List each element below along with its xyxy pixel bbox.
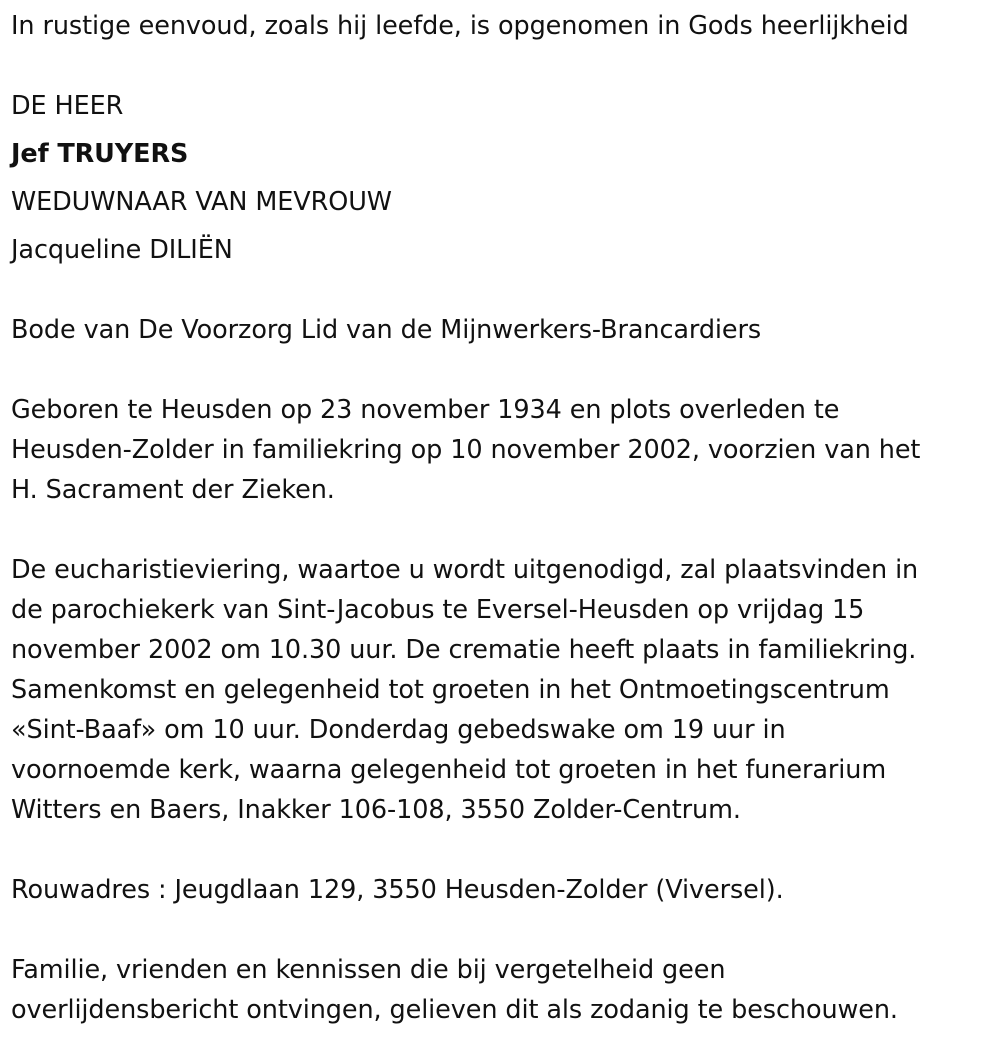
birth-death-line: H. Sacrament der Zieken. (11, 475, 335, 505)
deceased-name: Jef TRUYERS (11, 139, 189, 169)
role-text: Bode van De Voorzorg Lid van de Mijnwerkers-Brancardiers (11, 315, 762, 345)
ceremony-line: de parochiekerk van Sint-Jacobus te Eversel-Heusden op vrijdag 15 (11, 595, 865, 625)
mourning-address: Rouwadres : Jeugdlaan 129, 3550 Heusden-Zolder (Viversel). (11, 875, 784, 905)
notice-line: Familie, vrienden en kennissen die bij vergetelheid geen (11, 955, 726, 985)
intro-text: In rustige eenvoud, zoals hij leefde, is opgenomen in Gods heerlijkheid (11, 11, 909, 41)
birth-death-line: Heusden-Zolder in familiekring op 10 november 2002, voorzien van het (11, 435, 921, 465)
relation-label: WEDUWNAAR VAN MEVROUW (11, 187, 392, 217)
ceremony-line: voornoemde kerk, waarna gelegenheid tot groeten in het funerarium (11, 755, 887, 785)
spouse-name: Jacqueline DILIËN (11, 235, 233, 265)
notice-line: overlijdensbericht ontvingen, gelieven dit als zodanig te beschouwen. (11, 995, 898, 1025)
ceremony-line: november 2002 om 10.30 uur. De crematie heeft plaats in familiekring. (11, 635, 917, 665)
ceremony-line: Samenkomst en gelegenheid tot groeten in het Ontmoetingscentrum (11, 675, 890, 705)
ceremony-line: «Sint-Baaf» om 10 uur. Donderdag gebedswake om 19 uur in (11, 715, 786, 745)
ceremony-line: De eucharistieviering, waartoe u wordt uitgenodigd, zal plaatsvinden in (11, 555, 919, 585)
birth-death-line: Geboren te Heusden op 23 november 1934 en plots overleden te (11, 395, 840, 425)
honorific-title: DE HEER (11, 91, 124, 121)
ceremony-line: Witters en Baers, Inakker 106-108, 3550 Zolder-Centrum. (11, 795, 741, 825)
